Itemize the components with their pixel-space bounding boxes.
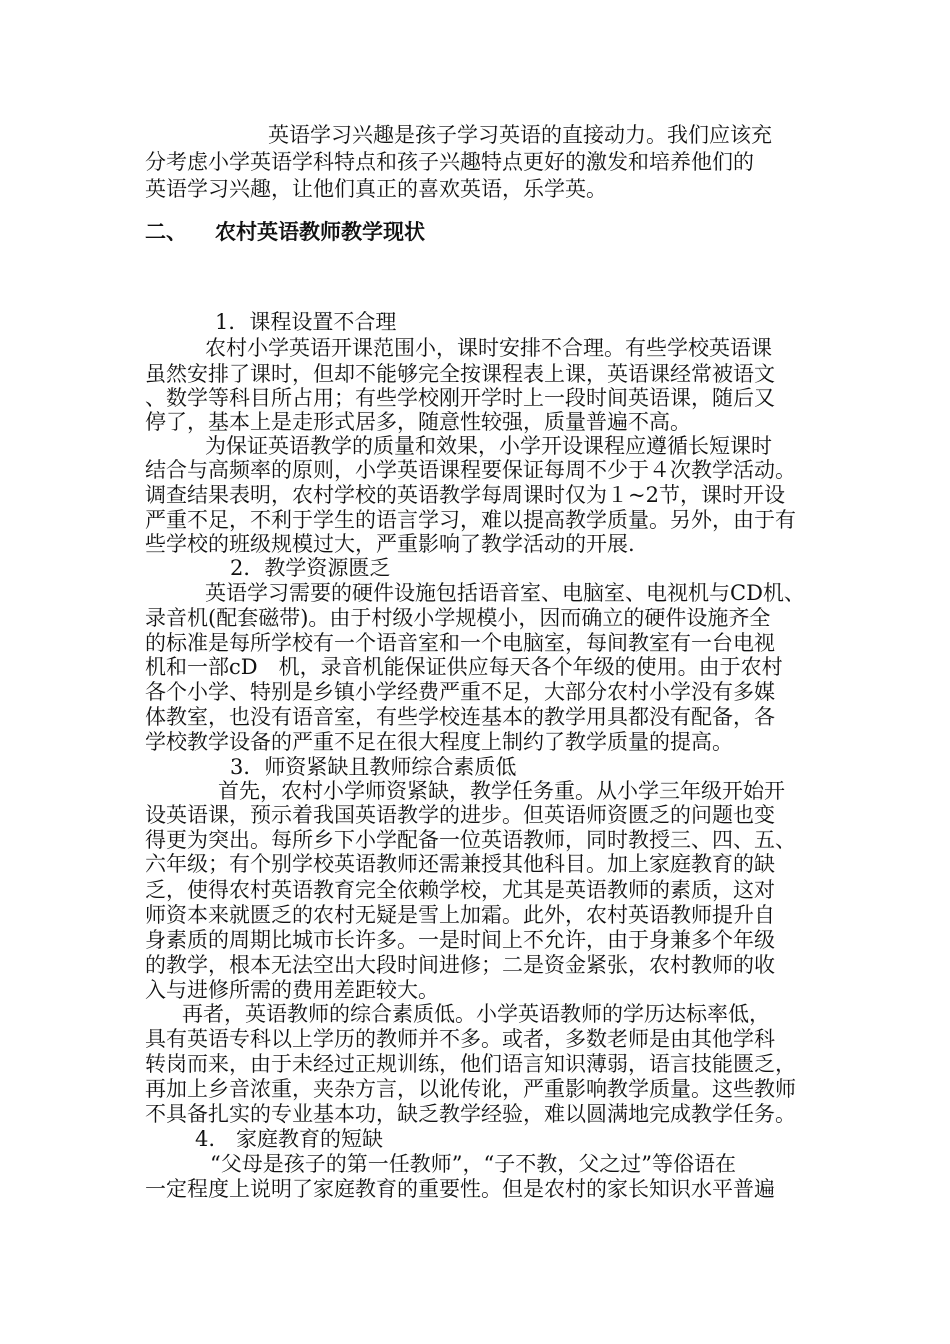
text-line: 录音机(配套磁带)。由于村级小学规模小，因而确立的硬件设施齐全 <box>145 606 771 630</box>
text-line: 得更为突出。每所乡下小学配备一位英语教师，同时教授三、四、五、 <box>145 828 796 852</box>
subsection-heading: 3．师资紧缺且教师综合素质低 <box>230 755 517 779</box>
text-line: 再者，英语教师的综合素质低。小学英语教师的学历达标率低， <box>182 1002 770 1026</box>
text-line: 六年级；有个别学校英语教师还需兼授其他科目。加上家庭教育的缺 <box>145 852 775 876</box>
text-line: 为保证英语教学的质量和效果，小学开设课程应遵循长短课时 <box>205 434 772 458</box>
text-line: 调查结果表明，农村学校的英语教学每周课时仅为１~2节，课时开设 <box>145 483 785 507</box>
text-line: 具有英语专科以上学历的教师并不多。或者，多数老师是由其他学科 <box>145 1027 775 1051</box>
text-line: 转岗而来，由于未经过正规训练，他们语言知识薄弱，语言技能匮乏， <box>145 1052 796 1076</box>
text-line: 再加上乡音浓重，夹杂方言，以讹传讹，严重影响教学质量。这些教师 <box>145 1077 796 1101</box>
text-line: 农村小学英语开课范围小，课时安排不合理。有些学校英语课 <box>205 336 772 360</box>
text-line: 英语学习兴趣是孩子学习英语的直接动力。我们应该充 <box>268 123 772 147</box>
text-line: 机和一部cD 机，录音机能保证供应每天各个年级的使用。由于农村 <box>145 655 783 679</box>
text-line: 不具备扎实的专业基本功，缺乏教学经验，难以圆满地完成教学任务。 <box>145 1102 796 1126</box>
text-line: 学校教学设备的严重不足在很大程度上制约了教学质量的提高。 <box>145 730 733 754</box>
text-line: 些学校的班级规模过大，严重影响了教学活动的开展. <box>145 532 635 556</box>
text-line: 的教学，根本无法空出大段时间进修；二是资金紧张，农村教师的收 <box>145 953 775 977</box>
text-line: 分考虑小学英语学科特点和孩子兴趣特点更好的激发和培养他们的 <box>145 150 754 174</box>
subsection-heading: 4. 家庭教育的短缺 <box>195 1127 384 1151</box>
text-line: 体教室，也没有语音室，有些学校连基本的教学用具都没有配备，各 <box>145 705 775 729</box>
text-line: 虽然安排了课时，但却不能够完全按课程表上课，英语课经常被语文 <box>145 362 775 386</box>
text-line: 各个小学、特别是乡镇小学经费严重不足，大部分农村小学没有多媒 <box>145 680 775 704</box>
text-line: 严重不足，不利于学生的语言学习，难以提高教学质量。另外，由于有 <box>145 508 796 532</box>
text-line: 、数学等科目所占用；有些学校刚开学时上一段时间英语课，随后又 <box>145 386 775 410</box>
subsection-heading: 1．课程设置不合理 <box>215 310 397 334</box>
text-line: 师资本来就匮乏的农村无疑是雪上加霜。此外，农村英语教师提升自 <box>145 903 775 927</box>
text-line: “父母是孩子的第一任教师”，“子不教，父之过”等俗语在 <box>210 1152 736 1176</box>
text-line: 结合与高频率的原则，小学英语课程要保证每周不少于４次教学活动。 <box>145 458 796 482</box>
section-title: 农村英语教师教学现状 <box>215 219 425 244</box>
subsection-heading: 2．教学资源匮乏 <box>230 556 391 580</box>
text-line: 停了，基本上是走形式居多，随意性较强，质量普遍不高。 <box>145 410 691 434</box>
text-line: 设英语课，预示着我国英语教学的进步。但英语师资匮乏的问题也变 <box>145 803 775 827</box>
text-line: 英语学习需要的硬件设施包括语音室、电脑室、电视机与CD机、 <box>205 581 805 605</box>
text-line: 入与进修所需的费用差距较大。 <box>145 978 439 1002</box>
text-line: 英语学习兴趣，让他们真正的喜欢英语，乐学英。 <box>145 177 607 201</box>
text-line: 身素质的周期比城市长许多。一是时间上不允许，由于身兼多个年级 <box>145 928 775 952</box>
text-line: 的标准是每所学校有一个语音室和一个电脑室，每间教室有一台电视 <box>145 631 775 655</box>
section-number: 二、 <box>145 219 187 244</box>
text-line: 首先，农村小学师资紧缺，教学任务重。从小学三年级开始开 <box>218 779 785 803</box>
text-line: 一定程度上说明了家庭教育的重要性。但是农村的家长知识水平普遍 <box>145 1177 775 1201</box>
text-line: 乏，使得农村英语教育完全依赖学校，尤其是英语教师的素质，这对 <box>145 878 775 902</box>
